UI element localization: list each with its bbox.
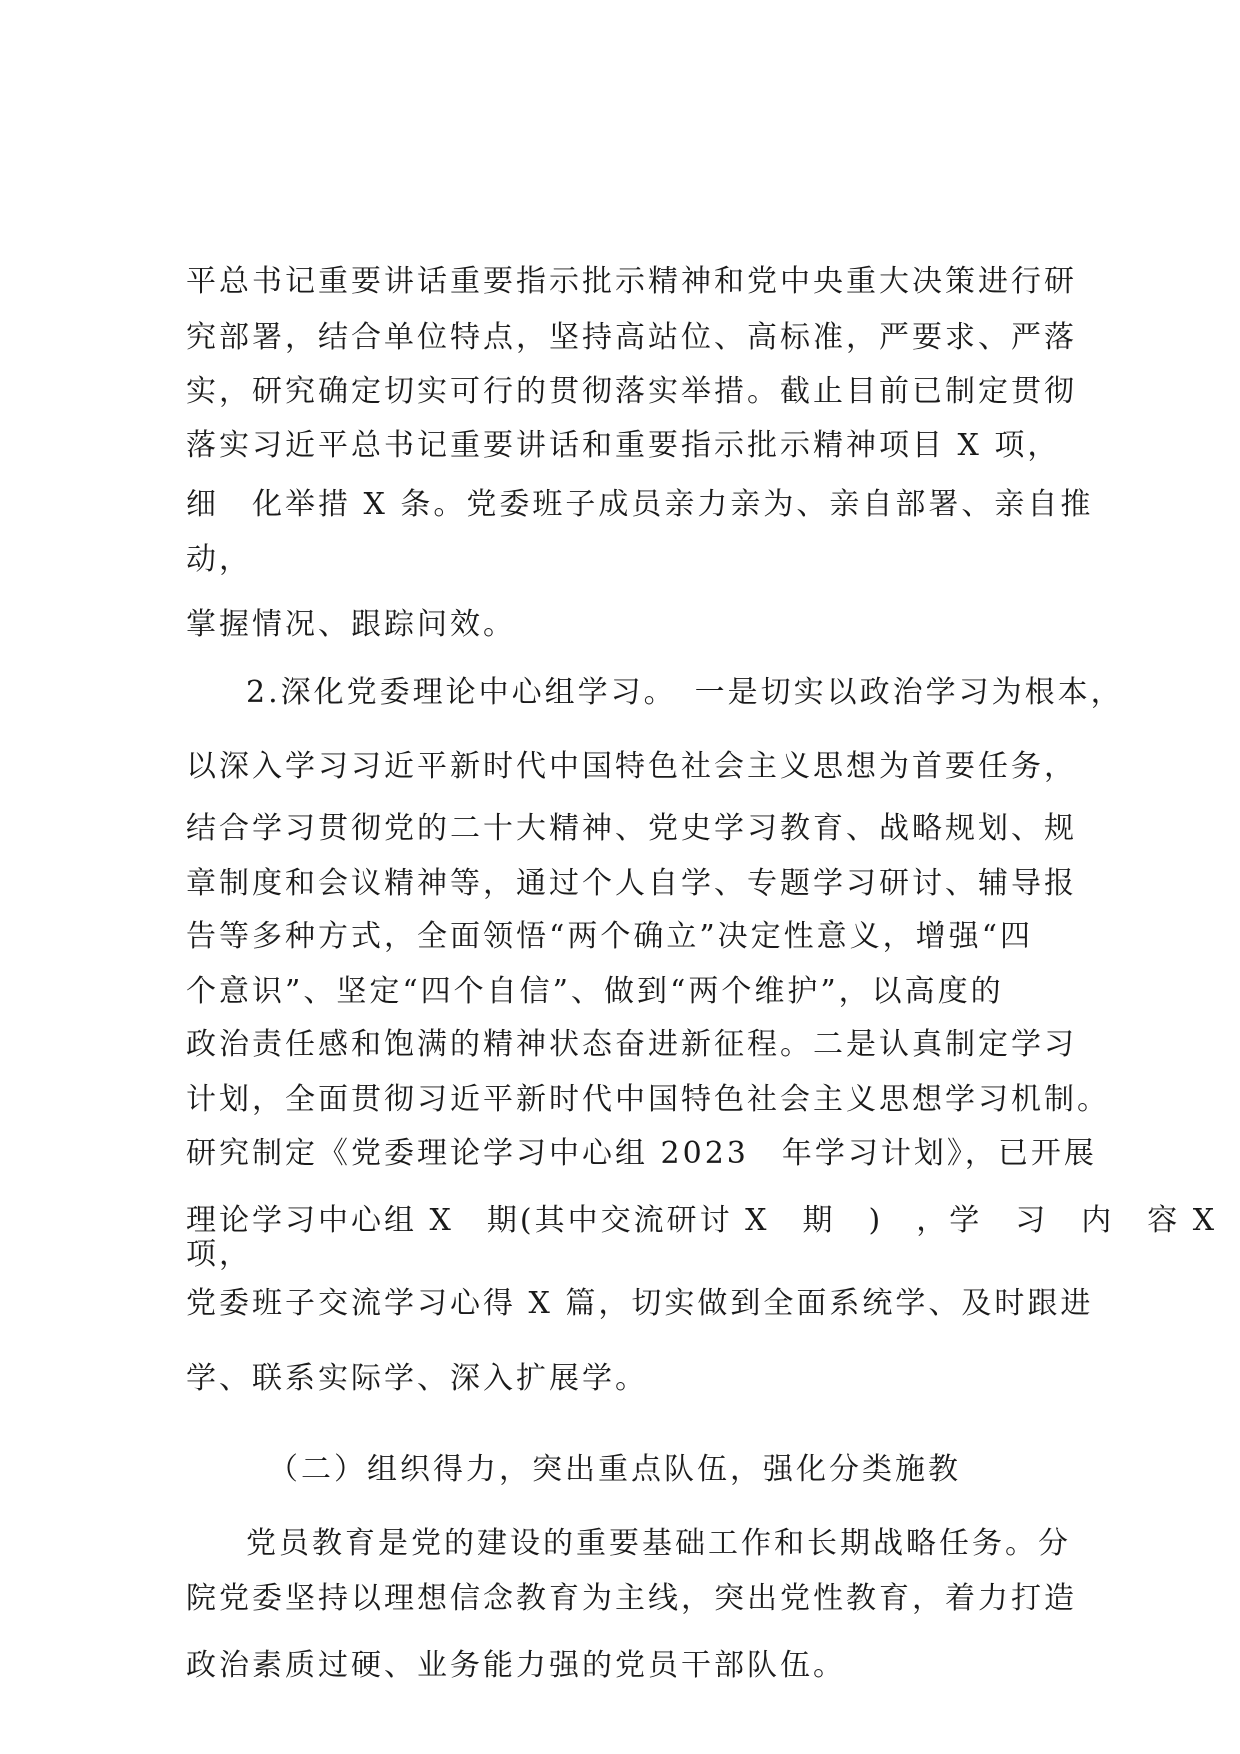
body-line: 细 化举措 X 条。党委班子成员亲力亲为、亲自部署、亲自推 bbox=[186, 487, 1094, 522]
body-line: 党委班子交流学习心得 X 篇，切实做到全面系统学、及时跟进 bbox=[186, 1286, 1094, 1321]
body-line: 动， bbox=[186, 542, 252, 577]
section-heading: （二）组织得力，突出重点队伍，强化分类施教 bbox=[268, 1452, 961, 1487]
body-line: 平总书记重要讲话重要指示批示精神和党中央重大决策进行研 bbox=[186, 264, 1077, 299]
body-line: 理论学习中心组 X 期(其中交流研讨 X 期 ) ，学 习 内 容 X bbox=[186, 1203, 1218, 1238]
body-line: 研究制定《党委理论学习中心组 2023 年学习计划》，已开展 bbox=[186, 1136, 1097, 1171]
body-line: 结合学习贯彻党的二十大精神、党史学习教育、战略规划、规 bbox=[186, 811, 1077, 846]
body-line: 掌握情况、跟踪问效。 bbox=[186, 607, 516, 642]
body-line: 以深入学习习近平新时代中国特色社会主义思想为首要任务， bbox=[186, 749, 1077, 784]
body-line: 项， bbox=[186, 1237, 252, 1272]
body-line: 学、联系实际学、深入扩展学。 bbox=[186, 1361, 648, 1396]
section-subheading: 2.深化党委理论中心组学习。 一是切实以政治学习为根本， bbox=[246, 675, 1124, 710]
body-line: 章制度和会议精神等，通过个人自学、专题学习研讨、辅导报 bbox=[186, 866, 1077, 901]
body-line: 个意识”、坚定“四个自信”、做到“两个维护”，以高度的 bbox=[186, 974, 1004, 1009]
body-line: 实，研究确定切实可行的贯彻落实举措。截止目前已制定贯彻 bbox=[186, 374, 1077, 409]
body-line: 落实习近平总书记重要讲话和重要指示批示精神项目 X 项， bbox=[186, 428, 1061, 463]
body-line: 院党委坚持以理想信念教育为主线，突出党性教育，着力打造 bbox=[186, 1581, 1077, 1616]
body-line: 政治素质过硬、业务能力强的党员干部队伍。 bbox=[186, 1648, 846, 1683]
body-line: 党员教育是党的建设的重要基础工作和长期战略任务。分 bbox=[246, 1526, 1071, 1561]
body-line: 究部署，结合单位特点，坚持高站位、高标准，严要求、严落 bbox=[186, 320, 1077, 355]
body-line: 告等多种方式，全面领悟“两个确立”决定性意义，增强“四 bbox=[186, 919, 1034, 954]
body-line: 政治责任感和饱满的精神状态奋进新征程。二是认真制定学习 bbox=[186, 1027, 1077, 1062]
body-line: 计划，全面贯彻习近平新时代中国特色社会主义思想学习机制。 bbox=[186, 1082, 1110, 1117]
